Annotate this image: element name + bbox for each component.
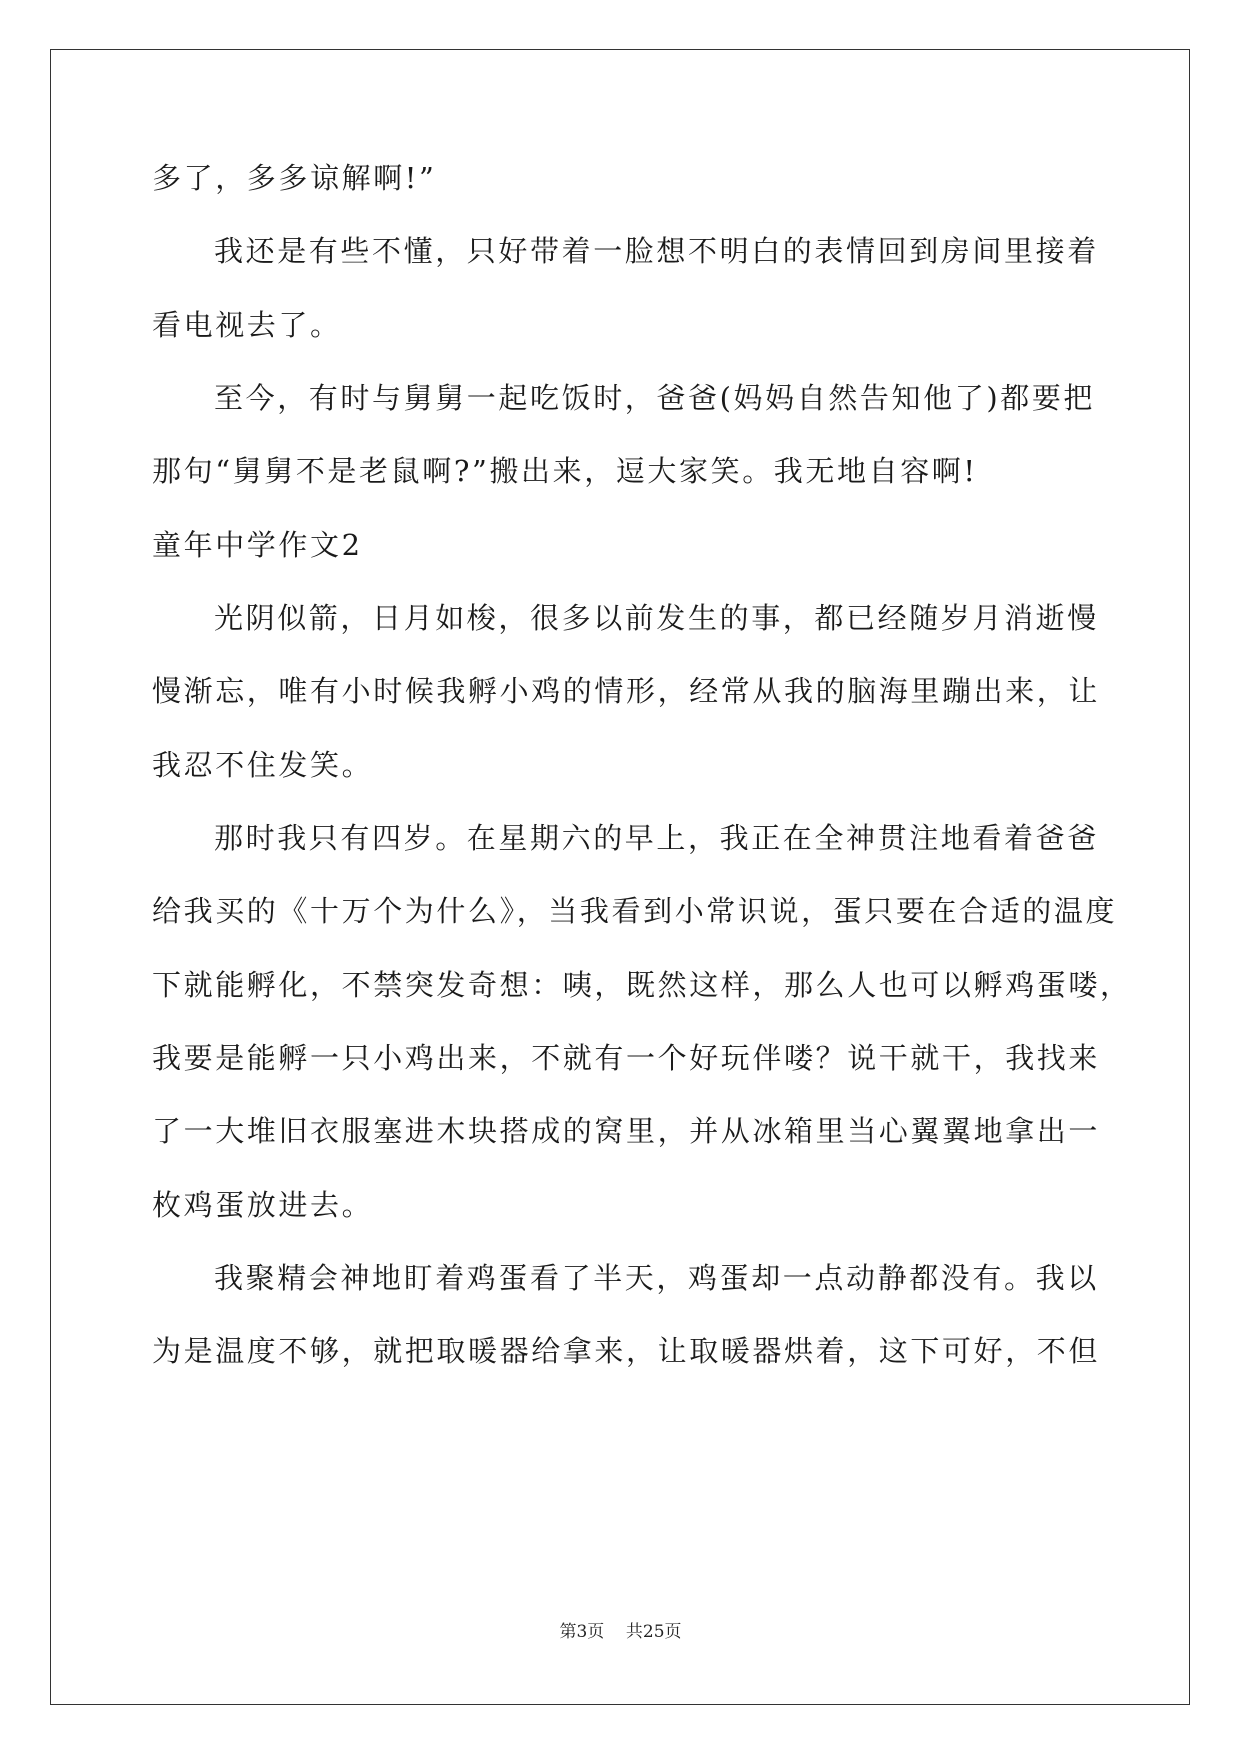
page-footer bbox=[0, 1620, 1241, 1644]
page-total: 共25页 bbox=[625, 1622, 682, 1642]
text-line: 下就能孵化，不禁突发奇想：咦，既然这样，那么人也可以孵鸡蛋喽， bbox=[152, 968, 1132, 1002]
text-line: 我要是能孵一只小鸡出来，不就有一个好玩伴喽？说干就干，我找来 bbox=[152, 1041, 1101, 1075]
text-line: 慢渐忘，唯有小时候我孵小鸡的情形，经常从我的脑海里蹦出来，让 bbox=[152, 674, 1101, 708]
page-border bbox=[50, 49, 1190, 1705]
text-line: 看电视去了。 bbox=[152, 308, 342, 342]
text-line: 那时我只有四岁。在星期六的早上，我正在全神贯注地看着爸爸 bbox=[214, 821, 1099, 855]
text-line: 至今，有时与舅舅一起吃饭时，爸爸(妈妈自然告知他了)都要把 bbox=[214, 381, 1096, 415]
text-line: 我忍不住发笑。 bbox=[152, 748, 374, 782]
text-line: 了一大堆旧衣服塞进木块搭成的窝里，并从冰箱里当心翼翼地拿出一 bbox=[152, 1114, 1101, 1148]
section-heading: 童年中学作文2 bbox=[152, 528, 363, 562]
text-line: 枚鸡蛋放进去。 bbox=[152, 1188, 374, 1222]
text-line: 光阴似箭，日月如梭，很多以前发生的事，都已经随岁月消逝慢 bbox=[214, 601, 1099, 635]
text-line: 为是温度不够，就把取暖器给拿来，让取暖器烘着，这下可好，不但 bbox=[152, 1334, 1101, 1368]
text-line: 那句“舅舅不是老鼠啊?”搬出来，逗大家笑。我无地自容啊! bbox=[152, 454, 978, 488]
text-line: 我还是有些不懂，只好带着一脸想不明白的表情回到房间里接着 bbox=[214, 234, 1099, 268]
text-line: 我聚精会神地盯着鸡蛋看了半天，鸡蛋却一点动静都没有。我以 bbox=[214, 1261, 1099, 1295]
page-number: 第3页 bbox=[559, 1622, 605, 1642]
text-line: 给我买的《十万个为什么》，当我看到小常识说，蛋只要在合适的温度 bbox=[152, 894, 1118, 928]
text-line: 多了，多多谅解啊!” bbox=[152, 161, 437, 195]
